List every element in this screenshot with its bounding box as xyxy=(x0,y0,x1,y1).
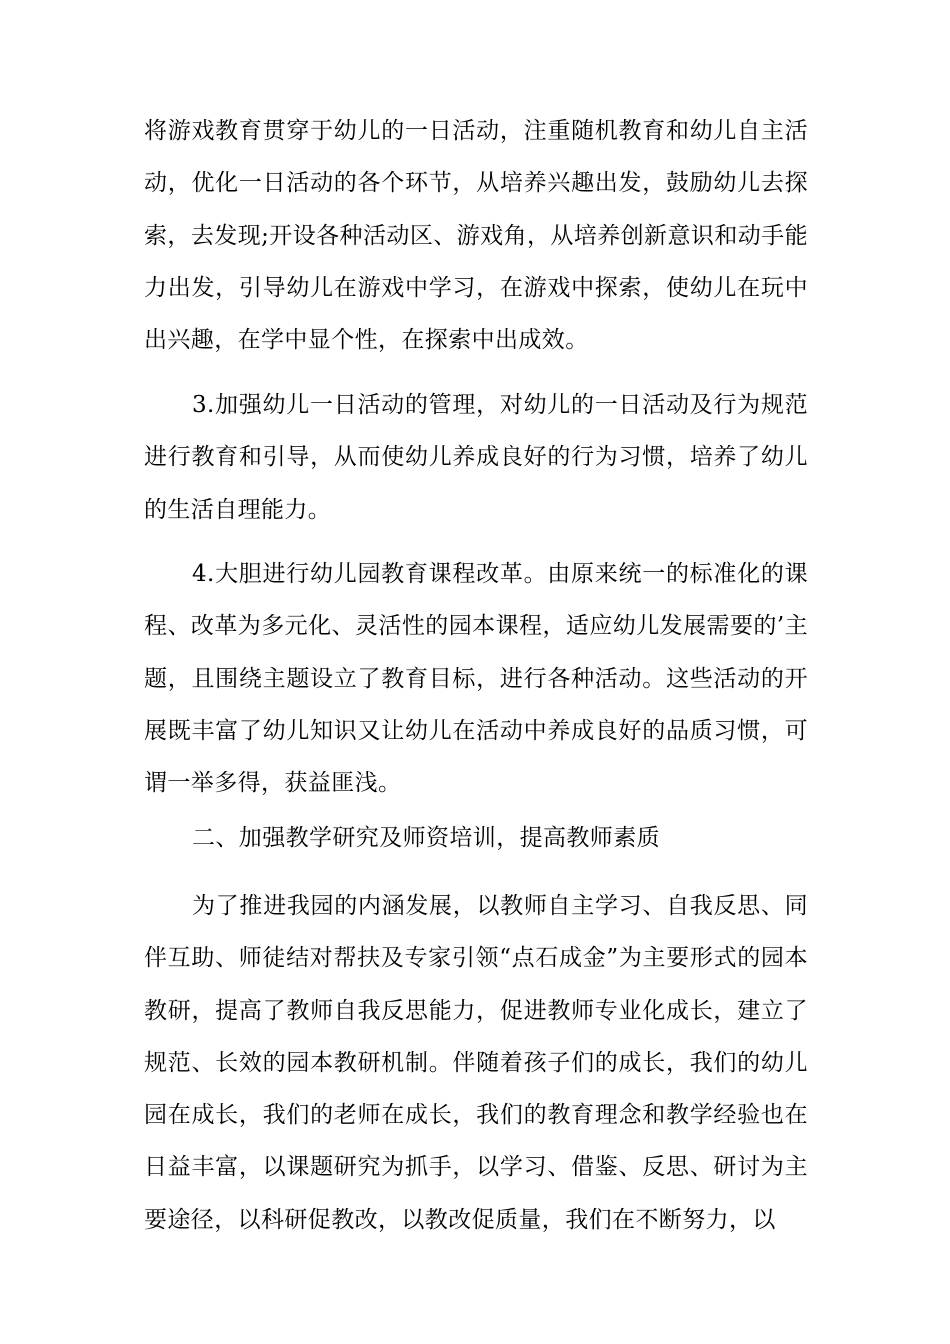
section-heading xyxy=(144,812,808,864)
paragraph-text: 将游戏教育贯穿于幼儿的一日活动，注重随机教育和幼儿自主活动，优化一日活动的各个环节，从培养兴趣出发，鼓励幼儿去探索，去发现;开设各种活动区、游戏角，从培养创新意识和动手能力出发，引导幼儿在游戏中学习，在游戏中探索，使幼儿在玩中出兴趣，在学中显个性，在探索中出成效。 xyxy=(144,118,808,354)
paragraph-item-3 xyxy=(144,379,808,536)
paragraph-text: 3.加强幼儿一日活动的管理，对幼儿的一日活动及行为规范进行教育和引导，从而使幼儿养成良好的行为习惯，培养了幼儿的生活自理能力。 xyxy=(144,392,808,523)
paragraph-text: 为了推进我园的内涵发展，以教师自主学习、自我反思、同伴互助、师徒结对帮扶及专家引领“点石成金”为主要形式的园本教研，提高了教师自我反思能力，促进教师专业化成长，建立了规范、长效的园本教研机制。伴随着孩子们的成长，我们的幼儿园在成长，我们的老师在成长，我们的教育理念和教学经验也在日益丰富，以课题研究为抓手，以学习、借鉴、反思、研讨为主要途径，以科研促教改，以教改促质量，我们在不断努力，以 xyxy=(144,893,808,1233)
paragraph-item-4 xyxy=(144,548,808,809)
heading-text: 二、加强教学研究及师资培训，提高教师素质 xyxy=(192,825,660,851)
paragraph-teaching-research xyxy=(144,880,808,1246)
paragraph-text: 4.大胆进行幼儿园教育课程改革。由原来统一的标准化的课程、改革为多元化、灵活性的园本课程，适应幼儿发展需要的’主题，且围绕主题设立了教育目标，进行各种活动。这些活动的开展既丰富了幼儿知识又让幼儿在活动中养成良好的品质习惯，可谓一举多得，获益匪浅。 xyxy=(144,561,808,797)
paragraph-continuation xyxy=(144,105,808,366)
